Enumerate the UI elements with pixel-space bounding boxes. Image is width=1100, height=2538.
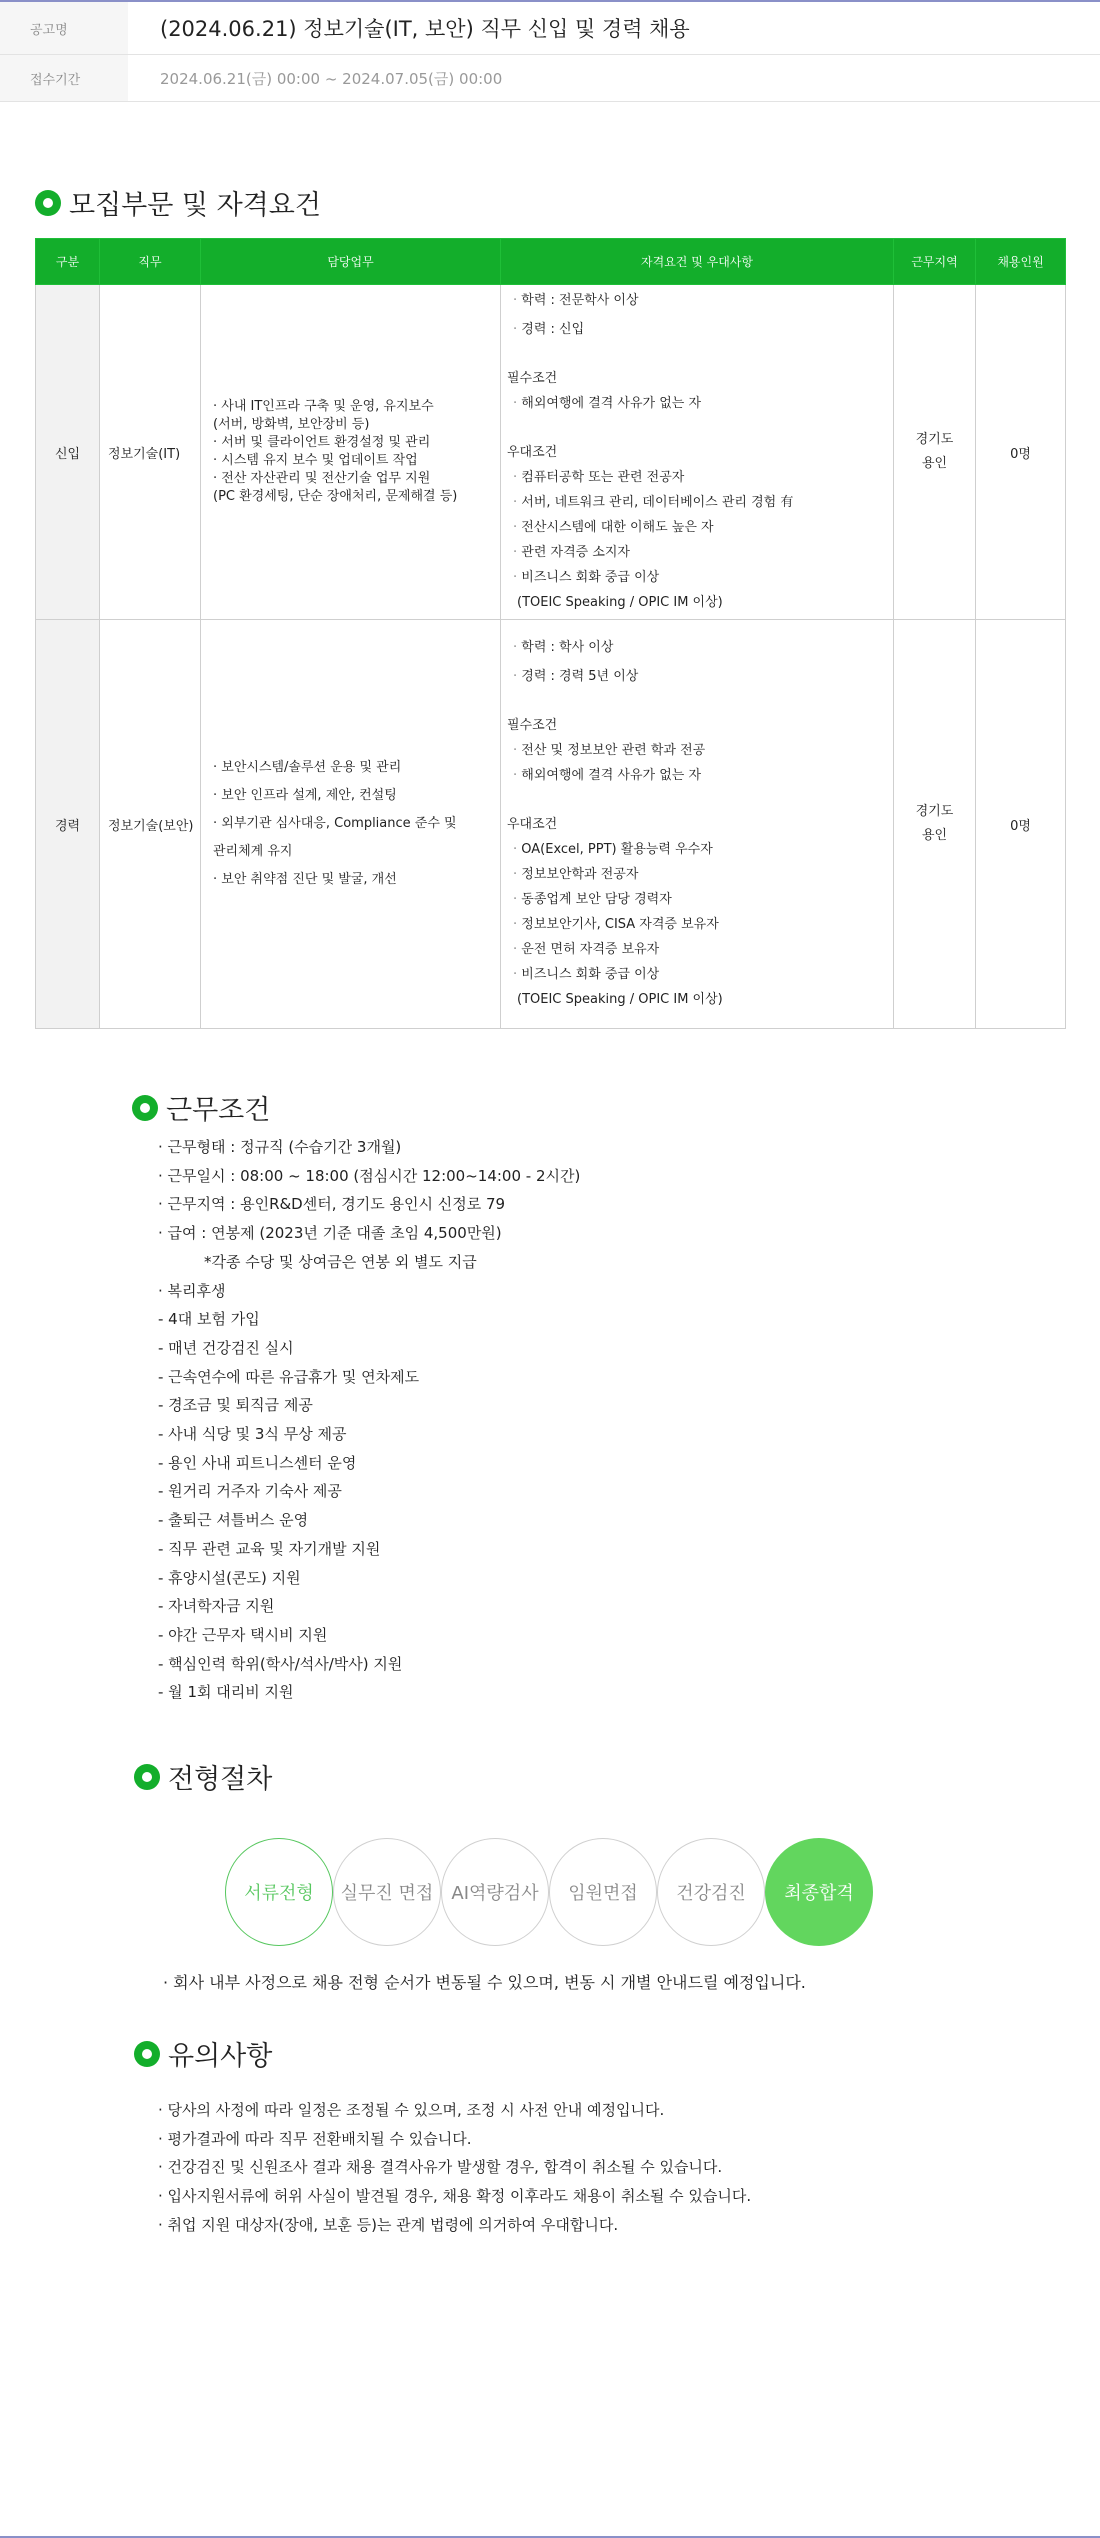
step-document-screening: 서류전형 xyxy=(225,1838,333,1946)
conditions-section-title: 근무조건 xyxy=(132,1088,270,1127)
process-steps xyxy=(225,1838,873,1946)
step-executive-interview: 임원면접 xyxy=(549,1838,657,1946)
row-category: 신입 xyxy=(36,285,100,620)
list-item: - 월 1회 대리비 지원 xyxy=(158,1683,294,1702)
row-qualifications: · 학력 : 전문학사 이상 · 경력 : 신입 필수조건 · 해외여행에 결격 사유가 없는 자 우대조건 · 컴퓨터공학 또는 관련 전공자 · 서버, 네트워크 관리, 데이터베이스 관리 경험 有 · 전산시스템에 대한 이해도 높은 자 · 관련 자격증 소지자 · 비즈니스 회화 중급 이상 (TOEIC Speaking / OPIC IM 이상) xyxy=(501,285,894,620)
row-location: 경기도 용인 xyxy=(894,620,976,1029)
list-item: · 당사의 사정에 따라 일정은 조정될 수 있으며, 조정 시 사전 안내 예정입니다. xyxy=(158,2101,665,2119)
list-item: - 경조금 및 퇴직금 제공 xyxy=(158,1396,313,1415)
row-count: 0명 xyxy=(976,285,1066,620)
header-location: 근무지역 xyxy=(894,239,976,285)
row-duties: · 사내 IT인프라 구축 및 운영, 유지보수 (서버, 방화벽, 보안장비 등) · 서버 및 클라이언트 환경설정 및 관리 · 시스템 유지 보수 및 업데이트 작업 · 전산 자산관리 및 전산기술 업무 지원 (PC 환경세팅, 단순 장애처리, 문제해결 등) xyxy=(201,285,501,620)
period-value: 2024.06.21(금) 00:00 ~ 2024.07.05(금) 00:00 xyxy=(160,69,503,88)
row-job: 정보기술(보안) xyxy=(100,620,201,1029)
list-item: - 휴양시설(콘도) 지원 xyxy=(158,1568,301,1587)
list-item: - 직무 관련 교육 및 자기개발 지원 xyxy=(158,1539,381,1558)
notes-section-title: 유의사항 xyxy=(134,2034,272,2073)
list-item: · 취업 지원 대상자(장애, 보훈 등)는 관계 법령에 의거하여 우대합니다. xyxy=(158,2215,619,2234)
step-final-pass: 최종합격 xyxy=(765,1838,873,1946)
list-item: *각종 수당 및 상여금은 연봉 외 별도 지급 xyxy=(204,1252,477,1271)
posting-title: (2024.06.21) 정보기술(IT, 보안) 직무 신입 및 경력 채용 xyxy=(160,17,690,41)
row-location: 경기도 용인 xyxy=(894,285,976,620)
section-bullet-icon xyxy=(35,190,61,216)
list-item: - 근속연수에 따른 유급휴가 및 연차제도 xyxy=(158,1367,420,1386)
title-row xyxy=(0,2,1100,55)
list-item: - 핵심인력 학위(학사/석사/박사) 지원 xyxy=(158,1654,403,1673)
conditions-list xyxy=(158,1133,580,1707)
step-ai-assessment: AI역량검사 xyxy=(441,1838,549,1946)
list-item: · 복리후생 xyxy=(158,1281,226,1300)
list-item: - 사내 식당 및 3식 무상 제공 xyxy=(158,1425,347,1444)
table-row xyxy=(36,620,1066,1029)
list-item: · 급여 : 연봉제 (2023년 기준 대졸 초임 4,500만원) xyxy=(158,1224,502,1243)
period-label: 접수기간 xyxy=(0,55,128,101)
section-bullet-icon xyxy=(134,2041,160,2067)
list-item: - 원거리 거주자 기숙사 제공 xyxy=(158,1482,342,1501)
process-section-title: 전형절차 xyxy=(134,1757,272,1796)
list-item: · 근무일시 : 08:00 ~ 18:00 (점심시간 12:00~14:00 - 2시간) xyxy=(158,1166,581,1185)
step-practical-interview: 실무진 면접 xyxy=(333,1838,441,1946)
title-label: 공고명 xyxy=(0,2,128,54)
list-item: - 4대 보험 가입 xyxy=(158,1310,260,1329)
header-duties: 담당업무 xyxy=(201,239,501,285)
step-health-check: 건강검진 xyxy=(657,1838,765,1946)
list-item: · 건강검진 및 신원조사 결과 채용 결격사유가 발생할 경우, 합격이 취소될 수 있습니다. xyxy=(158,2158,723,2177)
header-count: 채용인원 xyxy=(976,239,1066,285)
list-item: · 평가결과에 따라 직무 전환배치될 수 있습니다. xyxy=(158,2129,472,2148)
list-item: · 근무형태 : 정규직 (수습기간 3개월) xyxy=(158,1138,402,1156)
header-qualifications: 자격요건 및 우대사항 xyxy=(501,239,894,285)
table-header-row xyxy=(36,239,1066,285)
row-duties: · 보안시스템/솔루션 운용 및 관리 · 보안 인프라 설계, 제안, 컨설팅 · 외부기관 심사대응, Compliance 준수 및 관리체계 유지 · 보안 취약점 진단 및 발굴, 개선 xyxy=(201,620,501,1029)
list-item: · 근무지역 : 용인R&D센터, 경기도 용인시 신정로 79 xyxy=(158,1195,506,1214)
recruit-table xyxy=(35,238,1066,1029)
list-item: - 매년 건강검진 실시 xyxy=(158,1338,294,1357)
header-category: 구분 xyxy=(36,239,100,285)
row-count: 0명 xyxy=(976,620,1066,1029)
section-bullet-icon xyxy=(134,1764,160,1790)
process-note: · 회사 내부 사정으로 채용 전형 순서가 변동될 수 있으며, 변동 시 개별 안내드릴 예정입니다. xyxy=(163,1973,806,1992)
list-item: - 야간 근무자 택시비 지원 xyxy=(158,1625,328,1644)
notes-list xyxy=(158,2096,751,2240)
list-item: - 자녀학자금 지원 xyxy=(158,1597,275,1616)
list-item: - 용인 사내 피트니스센터 운영 xyxy=(158,1453,357,1472)
list-item: · 입사지원서류에 허위 사실이 발견될 경우, 채용 확정 이후라도 채용이 취소될 수 있습니다. xyxy=(158,2187,752,2206)
row-category: 경력 xyxy=(36,620,100,1029)
row-qualifications: · 학력 : 학사 이상 · 경력 : 경력 5년 이상 필수조건 · 전산 및 정보보안 관련 학과 전공 · 해외여행에 결격 사유가 없는 자 우대조건 · OA(Excel, PPT) 활용능력 우수자 · 정보보안학과 전공자 · 동종업계 보안 담당 경력자 · 정보보안기사, CISA 자격증 보유자 · 운전 면허 자격증 보유자 · 비즈니스 회화 중급 이상 (TOEIC Speaking / OPIC IM 이상) xyxy=(501,620,894,1029)
row-job: 정보기술(IT) xyxy=(100,285,201,620)
table-row xyxy=(36,285,1066,620)
period-row xyxy=(0,55,1100,102)
section-bullet-icon xyxy=(132,1095,158,1121)
header-job: 직무 xyxy=(100,239,201,285)
list-item: - 출퇴근 셔틀버스 운영 xyxy=(158,1511,309,1530)
recruit-section-title: 모집부문 및 자격요건 xyxy=(35,183,321,222)
